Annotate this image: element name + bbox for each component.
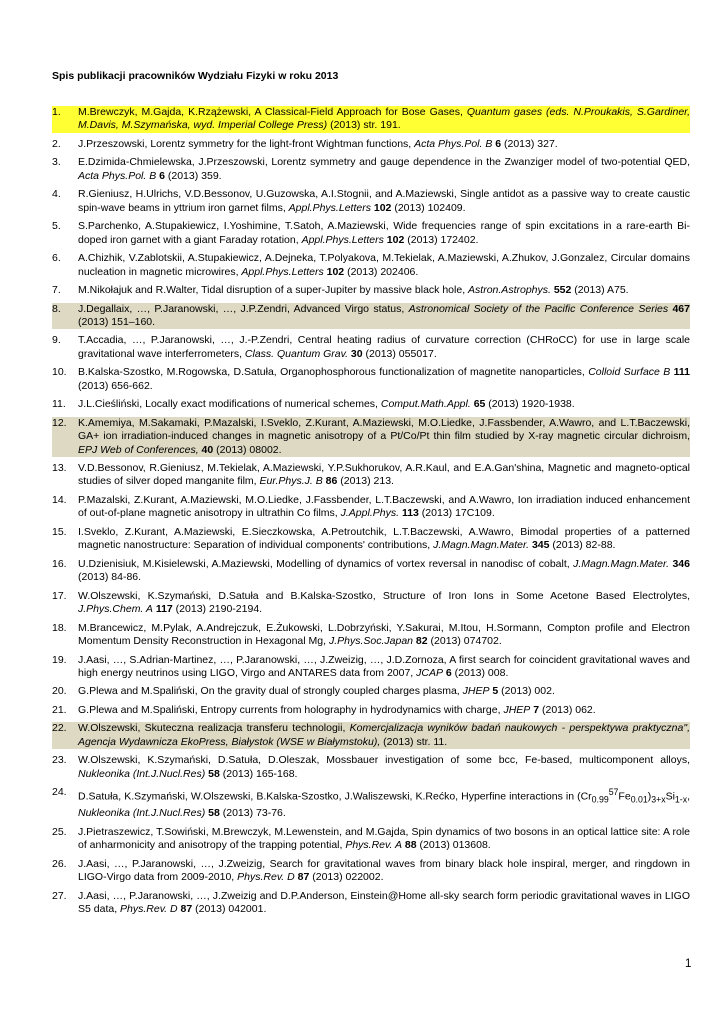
publication-entry [52, 722, 690, 749]
publication-entry [52, 220, 690, 247]
publication-entry [52, 685, 690, 698]
entry-number: 19. [52, 653, 67, 666]
entry-number: 21. [52, 703, 67, 716]
entry-number: 3. [52, 156, 61, 169]
publication-entry [52, 334, 690, 361]
entry-number: 23. [52, 754, 67, 767]
publication-entry [52, 786, 690, 820]
publication-list [52, 106, 690, 921]
entry-number: 16. [52, 557, 67, 570]
entry-number: 12. [52, 416, 67, 429]
entry-number: 6. [52, 252, 61, 265]
entry-number: 2. [52, 137, 61, 150]
entry-number: 1. [52, 106, 61, 118]
entry-citation: B.Kalska-Szostko, M.Rogowska, D.Satuła, Organophosphorous functionalization of magnetite nanoparticles, Colloid Surface B 111 (2013) 656-662. [78, 366, 690, 392]
entry-citation: W.Olszewski, Skuteczna realizacja transferu technologii, Komercjalizacja wyników badań naukowych - perspektywa praktyczna", Agencja Wydawnicza EkoPress, Białystok (WSE w Białymstoku), (2013) str. 11. [78, 722, 690, 748]
entry-citation: A.Chizhik, V.Zablotskii, A.Stupakiewicz, A.Dejneka, T.Polyakova, M.Tekielak, A.Maziewski, A.Zhukov, J.Gonzalez, Circular domains nucleation in magnetic microwires, Appl.Phys.Letters 102 (2013) 202406. [78, 252, 690, 278]
entry-citation: D.Satuła, K.Szymański, W.Olszewski, B.Kalska-Szostko, J.Waliszewski, K.Rećko, Hyperfine interactions in $(Cr_{0.99}^{57}Fe_{0.01})_{3+x}Si_{1-x}$, Nukleonika (Int.J.Nucl.Res) 58 (2013) 73-76. [78, 787, 690, 820]
entry-citation: W.Olszewski, K.Szymański, D.Satuła, D.Oleszak, Mossbauer investigation of some bcc, Fe-based, multicomponent alloys, Nukleonika (Int.J.Nucl.Res) 58 (2013) 165-168. [78, 754, 690, 780]
publication-entry [52, 590, 690, 617]
publication-entry [52, 654, 690, 681]
publication-entry [52, 890, 690, 917]
publication-entry [52, 826, 690, 853]
entry-citation: M.Brancewicz, M.Pylak, A.Andrejczuk, E.Żukowski, L.Dobrzyński, Y.Sakurai, M.Itou, H.Sormann, Compton profile and Electron Momentum Density Reconstruction in Hexagonal Mg, J.Phys.Soc.Japan 82 (2013) 074702. [78, 621, 690, 647]
entry-citation: W.Olszewski, K.Szymański, D.Satuła and B.Kalska-Szostko, Structure of Iron Ions in Some Acetone Based Electrolytes, J.Phys.Chem. A 117 (2013) 2190-2194. [78, 589, 690, 616]
entry-citation: J.L.Cieśliński, Locally exact modifications of numerical schemes, Comput.Math.Appl. 65 (2013) 1920-1938. [78, 398, 575, 411]
entry-number: 22. [52, 722, 67, 735]
publication-entry [52, 138, 690, 151]
entry-number: 24. [52, 786, 67, 799]
publication-entry [52, 558, 690, 585]
publication-entry [52, 398, 690, 411]
entry-number: 9. [52, 334, 61, 347]
entry-citation: J.Degallaix, …, P.Jaranowski, …, J.P.Zendri, Advanced Virgo status, Astronomical Society of the Pacific Conference Series 467 (2013) 151–160. [78, 302, 690, 328]
publication-entry [52, 754, 690, 781]
entry-number: 10. [52, 366, 67, 379]
entry-number: 13. [52, 462, 67, 475]
entry-number: 5. [52, 220, 61, 233]
entry-citation: T.Accadia, …, P.Jaranowski, …, J.-P.Zendri, Central heating radius of curvature correction (CHRoCC) for use in large scale gravitational wave interferrometers, Class. Quantum Grav. 30 (2013) 055017. [78, 334, 690, 360]
entry-citation: J.Aasi, …, P.Jaranowski, …, J.Zweizig, Search for gravitational waves from binary black hole inspiral, merger, and ringdown in LIGO-Virgo data from 2009-2010, Phys.Rev. D 87 (2013) 022002. [78, 857, 690, 884]
entry-citation: P.Mazalski, Z.Kurant, A.Maziewski, M.O.Liedke, J.Fassbender, L.T.Baczewski, and A.Wawro, Ion irradiation induced enhancement of out-of-plane magnetic anisotropy in ultrathin Co films, J.Appl.Phys. 113 (2013) 17C109. [78, 493, 690, 520]
publication-entry [52, 462, 690, 489]
entry-citation: J.Aasi, …, S.Adrian-Martinez, …, P.Jaranowski, …, J.Zweizig, …, J.D.Zornoza, A first search for coincident gravitational waves and high energy neutrinos using LIGO, Virgo and ANTARES data from 2007, JCAP 6 (2013) 008. [78, 653, 690, 679]
entry-number: 4. [52, 188, 61, 201]
entry-citation: V.D.Bessonov, R.Gieniusz, M.Tekielak, A.Maziewski, Y.P.Sukhorukov, A.R.Kaul, and E.A.Gan'shina, Magnetic and magneto-optical studies of silver doped manganite film, Eur.Phys.J. B 86 (2013) 213. [78, 462, 690, 488]
publication-entry [52, 156, 690, 183]
publication-entry [52, 284, 690, 297]
page-number: 1 [685, 958, 692, 970]
entry-number: 7. [52, 284, 61, 297]
publication-entry [52, 417, 690, 457]
publication-entry [52, 704, 690, 717]
entry-number: 11. [52, 398, 66, 411]
publication-entry [52, 494, 690, 521]
entry-citation: I.Sveklo, Z.Kurant, A.Maziewski, E.Sieczkowska, A.Petroutchik, L.T.Baczewski, A.Wawro, Bimodal properties of a patterned magnetic nanostructure: Separation of individual components' contributions, J.Magn.Magn.Mater. 345 (2013) 82-88. [78, 525, 690, 552]
publication-entry [52, 188, 690, 215]
entry-number: 20. [52, 685, 67, 698]
entry-number: 8. [52, 302, 61, 315]
entry-number: 27. [52, 889, 67, 902]
entry-citation: J.Pietraszewicz, T.Sowiński, M.Brewczyk, M.Lewenstein, and M.Gajda, Spin dynamics of two bosons in an optical lattice site: A role of anharmonicity and anisotropy of the trapping potential, Phys.Rev. A 88 (2013) 013608. [78, 825, 690, 852]
entry-citation: S.Parchenko, A.Stupakiewicz, I.Yoshimine, T.Satoh, A.Maziewski, Wide frequencies range of spin excitations in a rare-earth Bi-doped iron garnet with a giant Faraday rotation, Appl.Phys.Letters 102 (2013) 172402. [78, 220, 690, 246]
publication-entry [52, 106, 690, 133]
entry-citation: J.Przeszowski, Lorentz symmetry for the light-front Wightman functions, Acta Phys.Pol. B 6 (2013) 327. [78, 137, 558, 150]
entry-citation: E.Dzimida-Chmielewska, J.Przeszowski, Lorentz symmetry and gauge dependence in the Zwanziger model of two-potential QED, Acta Phys.Pol. B 6 (2013) 359. [78, 156, 690, 182]
publication-entry [52, 366, 690, 393]
publication-entry [52, 252, 690, 279]
entry-citation: M.Brewczyk, M.Gajda, K.Rzążewski, A Classical-Field Approach for Bose Gases, Quantum gases (eds. N.Proukakis, S.Gardiner, M.Davis, M.Szymańska, wyd. Imperial College Press) (2013) str. 191. [78, 106, 690, 132]
entry-number: 26. [52, 857, 67, 870]
publication-entry [52, 858, 690, 885]
page-title: Spis publikacji pracowników Wydziału Fizyki w roku 2013 [52, 70, 339, 82]
entry-citation: U.Dzienisiuk, M.Kisielewski, A.Maziewski, Modelling of dynamics of vortex reversal in nanodisc of cobalt, J.Magn.Magn.Mater. 346 (2013) 84-86. [78, 557, 690, 584]
publication-entry [52, 303, 690, 330]
entry-citation: K.Amemiya, M.Sakamaki, P.Mazalski, I.Sveklo, Z.Kurant, A.Maziewski, M.O.Liedke, J.Fassbender, A.Wawro, and L.T.Baczewski, GA+ ion irradiation-induced changes in magnetic anisotropy of a Pt/Co/Pt thin film studied by X-ray magnetic circular dichroism, EPJ Web of Conferences, 40 (2013) 08002. [78, 416, 690, 456]
entry-citation: R.Gieniusz, H.Ulrichs, V.D.Bessonov, U.Guzowska, A.I.Stognii, and A.Maziewski, Single antidot as a passive way to create caustic spin-wave beams in yttrium iron garnet films, Appl.Phys.Letters 102 (2013) 102409. [78, 188, 690, 214]
entry-citation: M.Nikołajuk and R.Walter, Tidal disruption of a super-Jupiter by massive black hole, Astron.Astrophys. 552 (2013) A75. [78, 284, 629, 297]
entry-citation: J.Aasi, …, P.Jaranowski, …, J.Zweizig and D.P.Anderson, Einstein@Home all-sky search form periodic gravitational waves in LIGO S5 data, Phys.Rev. D 87 (2013) 042001. [78, 889, 690, 915]
entry-number: 14. [52, 493, 67, 506]
entry-citation: G.Plewa and M.Spaliński, Entropy currents from holography in hydrodynamics with charge, JHEP 7 (2013) 062. [78, 703, 596, 716]
entry-citation: G.Plewa and M.Spaliński, On the gravity dual of strongly coupled charges plasma, JHEP 5 (2013) 002. [78, 685, 555, 698]
entry-number: 15. [52, 525, 67, 538]
publication-entry [52, 622, 690, 649]
entry-number: 18. [52, 621, 67, 634]
entry-number: 17. [52, 589, 67, 602]
publication-entry [52, 526, 690, 553]
entry-number: 25. [52, 825, 67, 838]
